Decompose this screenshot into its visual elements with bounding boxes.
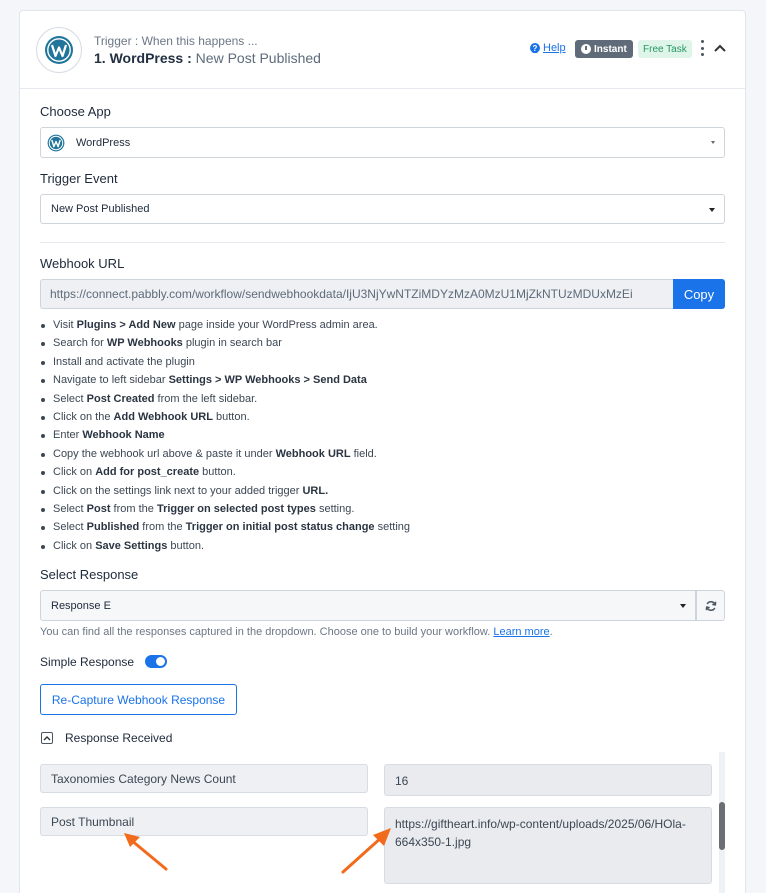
- instruction-text: Select: [53, 392, 87, 405]
- instruction-item: [53, 408, 725, 426]
- instruction-text: Click on: [53, 539, 96, 552]
- annotation-arrow-icon: [338, 824, 396, 876]
- step-header[interactable]: [20, 11, 745, 89]
- trigger-event-select[interactable]: [40, 194, 725, 224]
- instruction-text: Select: [53, 502, 87, 515]
- response-field-name: Post Thumbnail: [40, 807, 368, 836]
- instruction-text: Click on: [53, 466, 96, 479]
- learn-more-link[interactable]: Learn more: [493, 626, 550, 638]
- instruction-text: Search for: [53, 337, 107, 350]
- select-response-value: Response E: [51, 599, 111, 612]
- instruction-text: Copy the webhook url above & paste it under: [53, 447, 276, 460]
- step-event-name: New Post Published: [195, 50, 321, 66]
- instruction-emphasis: Webhook URL: [275, 447, 351, 460]
- select-response-label: Select Response: [40, 567, 139, 582]
- instruction-text: Click on the: [53, 410, 114, 423]
- instruction-emphasis: Save Settings: [95, 539, 168, 552]
- instruction-emphasis: Settings > WP Webhooks > Send Data: [168, 374, 367, 387]
- instruction-text: Navigate to left sidebar: [53, 374, 169, 387]
- instruction-emphasis: Add Webhook URL: [113, 410, 213, 423]
- help-label: Help: [543, 42, 566, 54]
- response-field-value[interactable]: 16: [384, 764, 712, 796]
- trigger-caption: Trigger : When this happens ...: [94, 34, 258, 48]
- webhook-url-label: Webhook URL: [40, 256, 125, 271]
- instruction-text: button.: [212, 410, 250, 423]
- instruction-item: [53, 353, 725, 371]
- wordpress-logo-icon: [36, 27, 82, 73]
- instruction-emphasis: Trigger on selected post types: [156, 502, 316, 515]
- instruction-emphasis: Webhook Name: [82, 429, 165, 442]
- trigger-event-value: New Post Published: [51, 203, 150, 215]
- instruction-text: Install and activate the plugin: [53, 355, 195, 368]
- refresh-icon: [705, 600, 717, 612]
- trigger-event-label: Trigger Event: [40, 171, 118, 186]
- free-task-badge: Free Task: [638, 40, 692, 58]
- instruction-text: from the: [139, 521, 186, 534]
- instruction-text: Visit: [53, 319, 77, 331]
- choose-app-select[interactable]: [40, 127, 725, 158]
- clock-icon: [581, 44, 591, 54]
- step-app-name: 1. WordPress :: [94, 50, 192, 66]
- response-field-value[interactable]: https://giftheart.info/wp-content/uploads/2025/06/HOla-664x350-1.jpg: [384, 807, 712, 884]
- instruction-text: plugin in search bar: [182, 337, 282, 350]
- instruction-item: [53, 426, 725, 444]
- collapse-chevron-icon[interactable]: [713, 43, 727, 53]
- instruction-text: setting.: [315, 502, 355, 515]
- webhook-url-field[interactable]: https://connect.pabbly.com/workflow/sendwebhookdata/IjU3NjYwNTZiMDYzMzA0MzU1MjZkNTUzMDUxMzEi: [40, 279, 673, 309]
- instruction-item: [53, 500, 725, 518]
- instruction-text: button.: [199, 466, 236, 479]
- choose-app-label: Choose App: [40, 104, 111, 119]
- select-response-dropdown[interactable]: [40, 590, 696, 621]
- simple-response-toggle[interactable]: [145, 655, 167, 668]
- step-title: [94, 50, 321, 66]
- setup-instructions-list: [53, 316, 725, 555]
- dropdown-caret-icon: [680, 604, 686, 608]
- instruction-item: [53, 390, 725, 408]
- instruction-text: Click on the settings link next to your added trigger: [53, 484, 303, 497]
- recapture-webhook-button[interactable]: Re-Capture Webhook Response: [40, 684, 237, 715]
- instruction-emphasis: Post Created: [86, 392, 155, 405]
- instruction-text: field.: [350, 447, 377, 460]
- instruction-text: setting: [374, 521, 410, 534]
- instruction-text: from the: [110, 502, 157, 515]
- instruction-emphasis: URL.: [302, 484, 329, 497]
- instruction-text: Enter: [53, 429, 83, 442]
- copy-url-button[interactable]: Copy: [673, 279, 725, 309]
- instruction-emphasis: Plugins > Add New: [76, 319, 176, 331]
- choose-app-value: WordPress: [76, 136, 131, 149]
- dropdown-caret-icon: [709, 208, 715, 212]
- instruction-item: [53, 463, 725, 481]
- instruction-item: [53, 518, 725, 536]
- instruction-item: [53, 537, 725, 555]
- instruction-emphasis: WP Webhooks: [106, 337, 183, 350]
- instruction-item: [53, 482, 725, 500]
- instruction-emphasis: Published: [86, 521, 140, 534]
- response-field-name: Taxonomies Category News Count: [40, 764, 368, 793]
- annotation-arrow-icon: [120, 828, 172, 874]
- help-link[interactable]: [530, 42, 566, 54]
- instruction-text: button.: [167, 539, 205, 552]
- instant-label: Instant: [594, 43, 627, 55]
- instruction-text: from the left sidebar.: [154, 392, 258, 405]
- more-options-icon[interactable]: [699, 40, 705, 56]
- instruction-emphasis: Add for post_create: [95, 466, 200, 479]
- instruction-item: [53, 334, 725, 352]
- refresh-responses-button[interactable]: [696, 590, 725, 621]
- response-received-label: Response Received: [65, 731, 173, 745]
- dropdown-caret-icon: [711, 141, 715, 144]
- instruction-emphasis: Trigger on initial post status change: [185, 521, 375, 534]
- response-hint-text: You can find all the responses captured in the dropdown. Choose one to build your workflow.: [40, 626, 491, 638]
- instruction-emphasis: Post: [86, 502, 111, 515]
- instant-badge: [575, 40, 633, 58]
- response-hint-end: .: [549, 626, 553, 638]
- section-divider: [40, 242, 725, 243]
- help-icon: ?: [530, 43, 540, 53]
- simple-response-label: Simple Response: [40, 655, 135, 669]
- chevron-up-icon: [43, 735, 51, 741]
- instruction-text: Select: [53, 521, 87, 534]
- response-received-toggle[interactable]: [41, 732, 53, 744]
- response-scrollbar-thumb[interactable]: [719, 802, 725, 850]
- instruction-item: [53, 371, 725, 389]
- wordpress-icon: [47, 134, 65, 152]
- response-hint: [40, 626, 553, 638]
- instruction-text: page inside your WordPress admin area.: [175, 319, 378, 331]
- instruction-item: [53, 445, 725, 463]
- instruction-item: [53, 316, 725, 334]
